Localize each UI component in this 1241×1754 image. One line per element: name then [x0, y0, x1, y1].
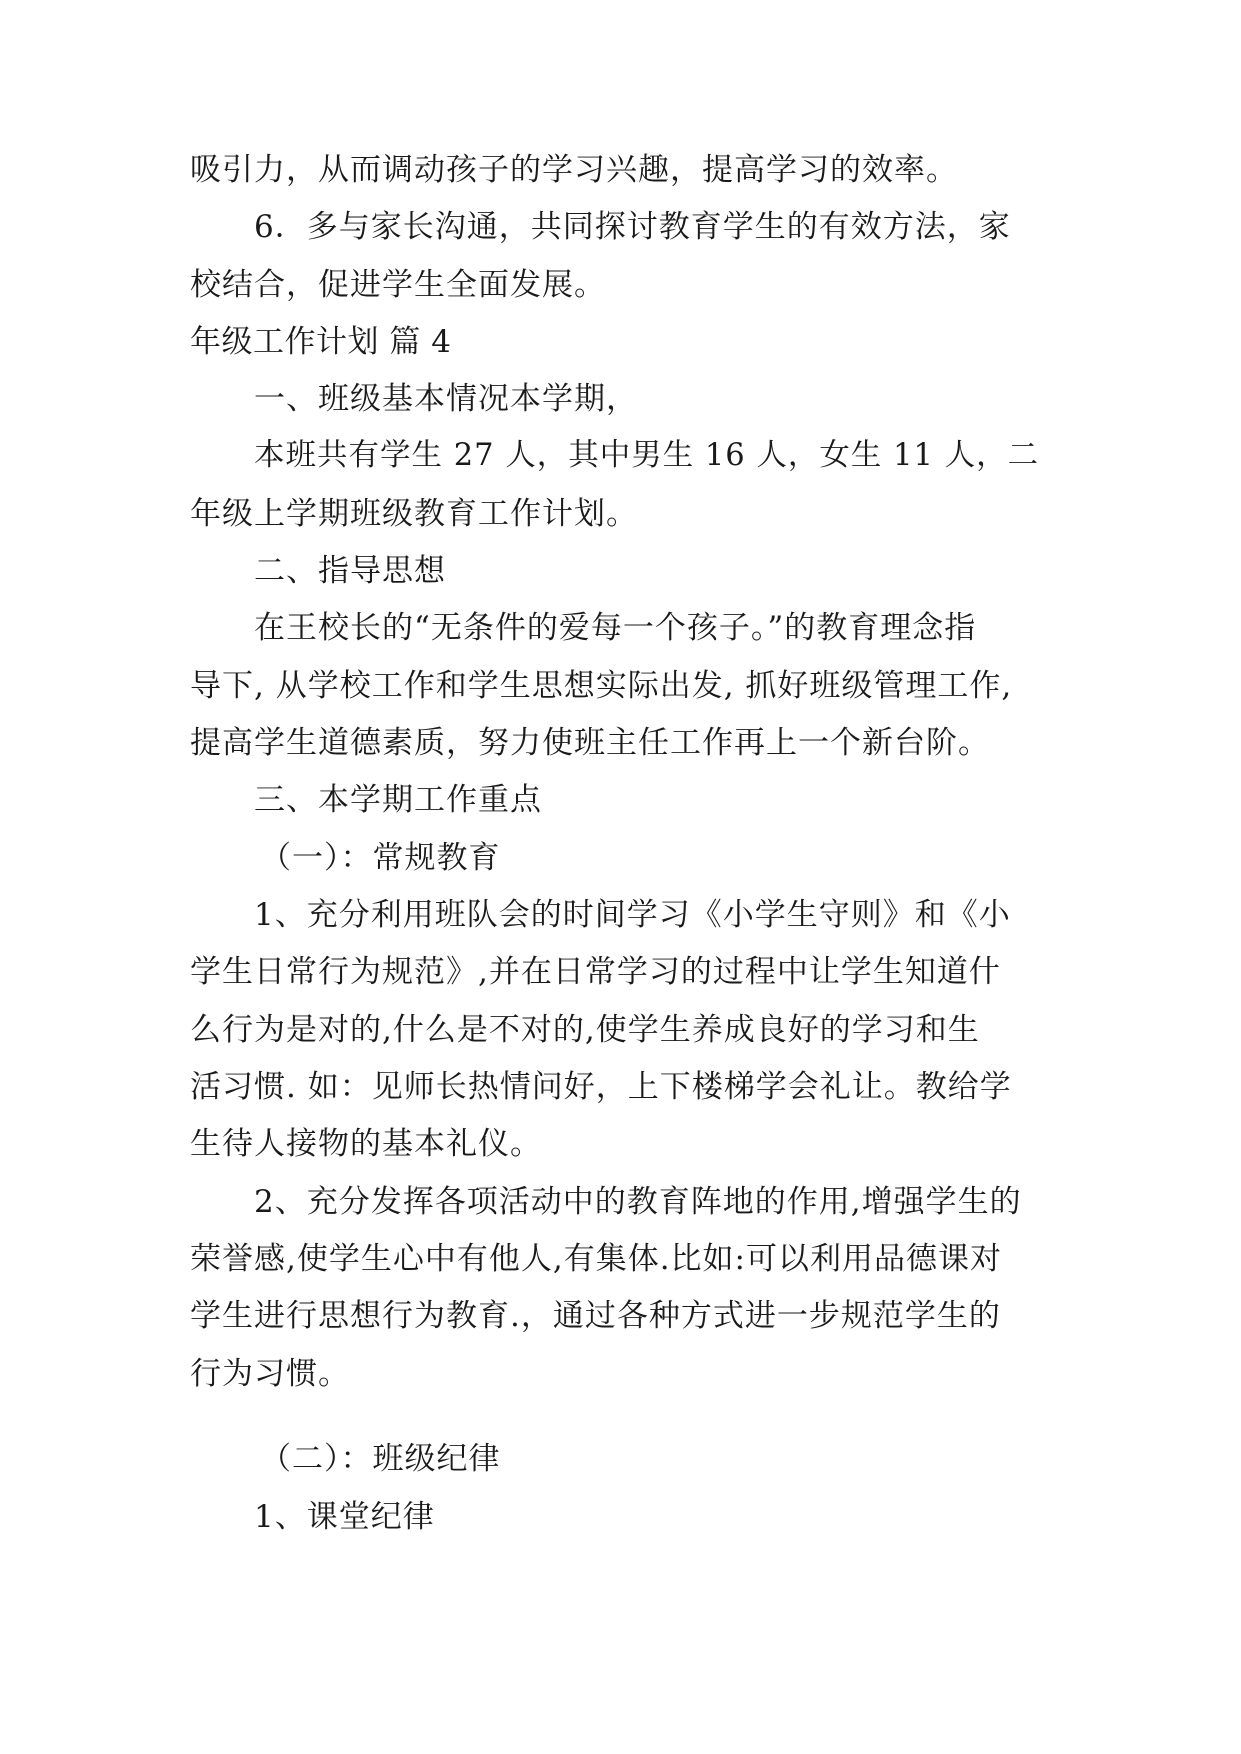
text-line: 行为习惯。	[190, 1356, 350, 1392]
text-line: 提高学生道德素质，努力使班主任工作再上一个新台阶。	[190, 725, 990, 761]
section-title: 年级工作计划 篇 4	[190, 324, 452, 360]
text-line: 二、指导思想	[254, 553, 446, 589]
text-line: 年级上学期班级教育工作计划。	[190, 496, 638, 532]
text-line: 吸引力，从而调动孩子的学习兴趣，提高学习的效率。	[190, 152, 958, 188]
text-line: 本班共有学生 27 人，其中男生 16 人，女生 11 人，二	[254, 438, 1040, 473]
text-line: （二）：班级纪律	[260, 1441, 501, 1477]
text-line: 在王校长的“无条件的爱每一个孩子。”的教育理念指	[254, 610, 977, 646]
text-line: 么行为是对的,什么是不对的,使学生养成良好的学习和生	[190, 1012, 980, 1048]
text-line: 1、充分利用班队会的时间学习《小学生守则》和《小	[254, 897, 1011, 933]
text-line: 校结合，促进学生全面发展。	[190, 267, 606, 303]
text-line: 6．多与家长沟通，共同探讨教育学生的有效方法，家	[254, 209, 1011, 245]
text-line: 活习惯. 如：见师长热情问好，上下楼梯学会礼让。教给学	[190, 1069, 1012, 1105]
text-line: 导下, 从学校工作和学生思想实际出发, 抓好班级管理工作,	[190, 668, 1013, 704]
text-line: 荣誉感,使学生心中有他人,有集体.比如:可以利用品德课对	[190, 1241, 1003, 1277]
text-line: 学生日常行为规范》,并在日常学习的过程中让学生知道什	[190, 954, 1001, 990]
text-line: 学生进行思想行为教育.，通过各种方式进一步规范学生的	[190, 1298, 1001, 1334]
text-line: 1、课堂纪律	[254, 1499, 435, 1535]
text-line: 一、班级基本情况本学期，	[254, 381, 638, 417]
text-line: 三、本学期工作重点	[254, 782, 542, 818]
text-line: 2、充分发挥各项活动中的教育阵地的作用,增强学生的	[254, 1184, 1022, 1220]
text-line: （一）：常规教育	[260, 840, 501, 876]
text-line: 生待人接物的基本礼仪。	[190, 1126, 542, 1162]
